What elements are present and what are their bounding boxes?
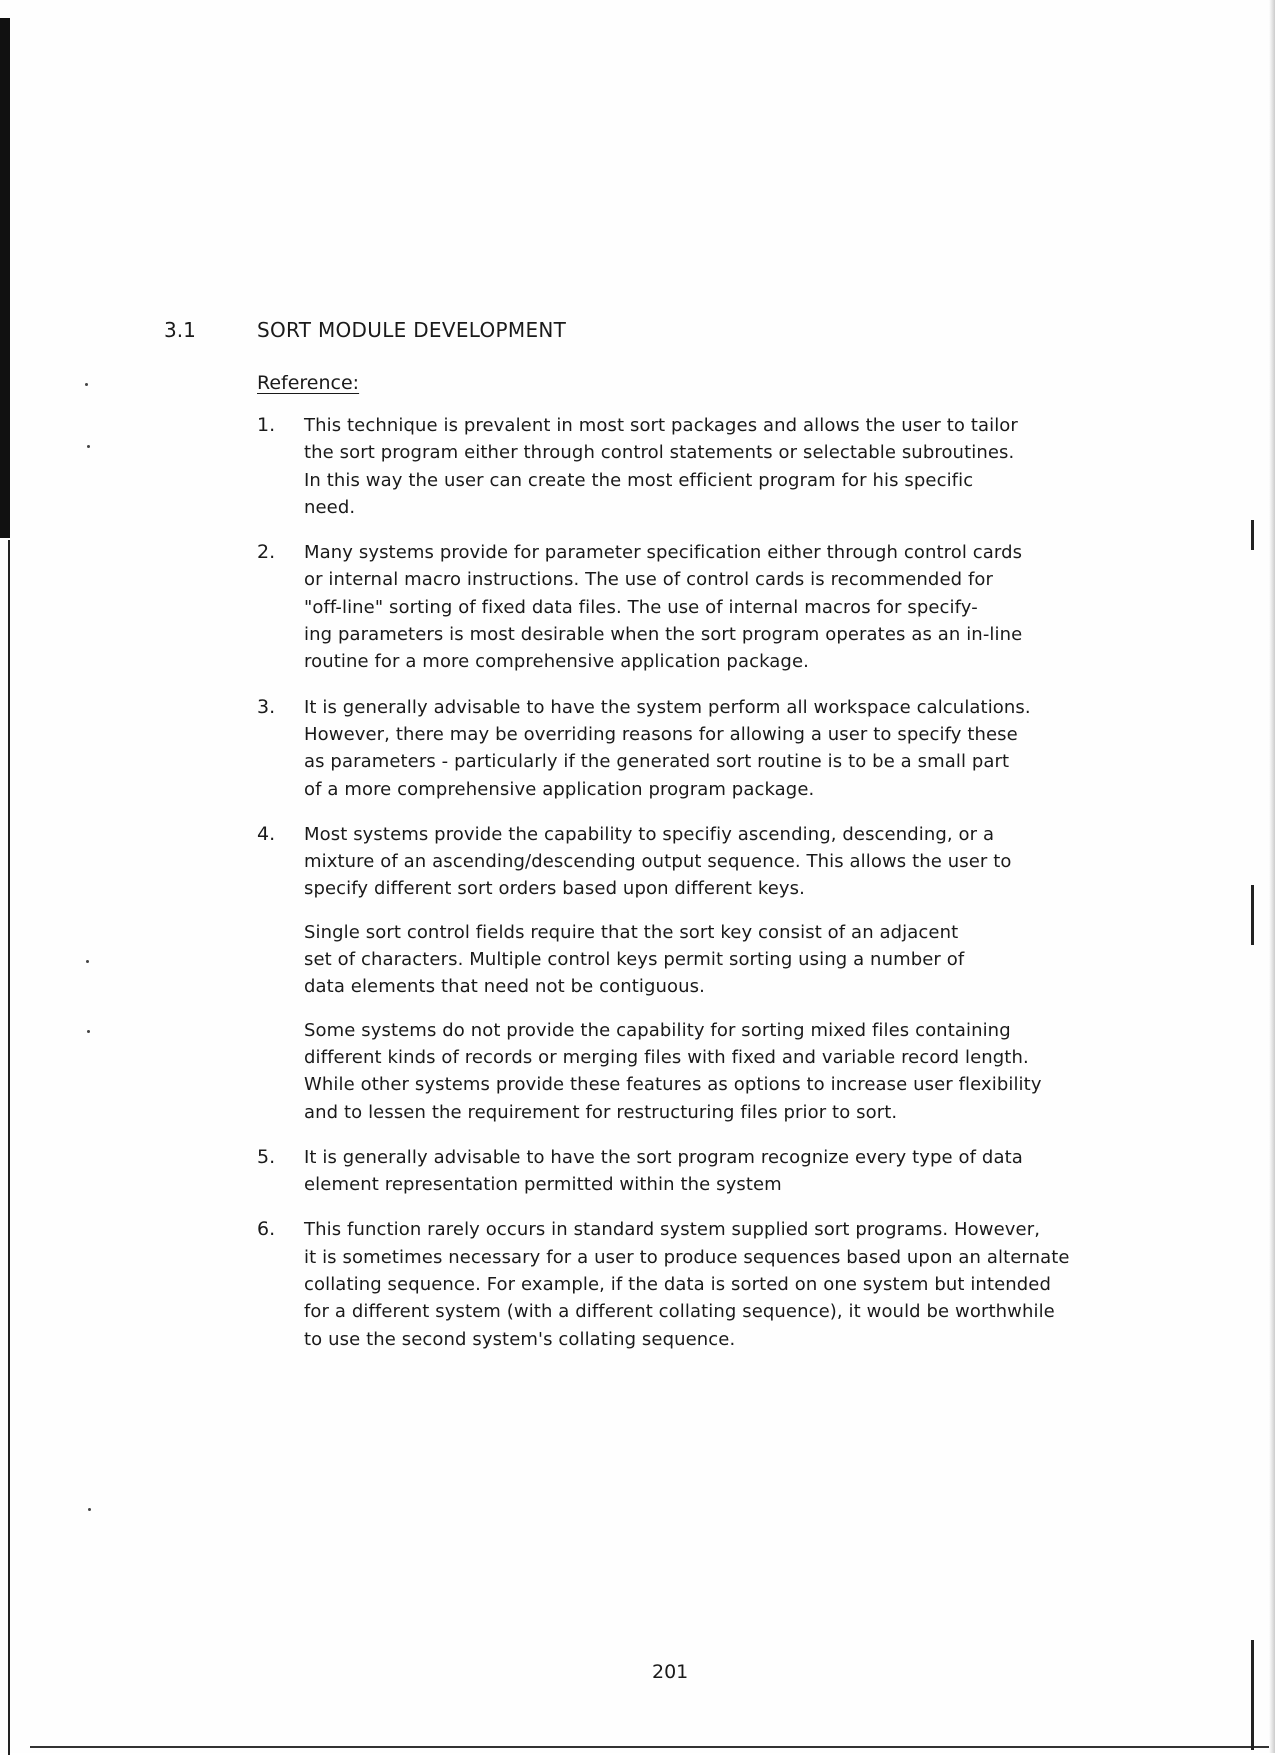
scan-speck [87, 1030, 90, 1033]
section-number: 3.1 [164, 318, 196, 342]
scan-mark [1251, 885, 1254, 945]
scan-speck [88, 1508, 91, 1511]
section-title: SORT MODULE DEVELOPMENT [257, 318, 567, 342]
scan-edge-left-thin [8, 540, 10, 1755]
scan-edge-left [0, 18, 10, 538]
list-item-text: It is generally advisable to have the sort program recognize every type of data element representation permitted within the system [304, 1146, 1023, 1196]
list-item [257, 412, 1137, 521]
list-item-paragraph: Some systems do not provide the capability for sorting mixed files containing different kinds of records or merging files with fixed and variable record length. While other systems provide these features as options to increase user flexibility and to lessen the requirement for restructuring files prior to sort. [304, 1019, 1042, 1123]
list-item-number: 5. [257, 1145, 276, 1168]
page-number: 201 [652, 1661, 689, 1683]
list-item-number: 2. [257, 541, 276, 564]
list-item-number: 3. [257, 695, 276, 718]
scan-edge-right [1269, 0, 1275, 1753]
list-item-text: Many systems provide for parameter specification either through control cards or internal macro instructions. The use of control cards is recommended for "off-line" sorting of fixed data files. The use of internal macros for specify- ing parameters is most desirable when the sort program operates as an in-line routine for a more comprehensive application package. [304, 542, 1023, 673]
list-item-text: Most systems provide the capability to specifiy ascending, descending, or a mixture of an ascending/descending output sequence. This allows the user to specify different sort orders based upon different keys. [304, 823, 1012, 900]
list-item [257, 821, 1137, 1126]
list-item-text: This technique is prevalent in most sort packages and allows the user to tailor the sort program either through control statements or selectable subroutines. In this way the user can create the most efficient program for his specific need. [304, 415, 1018, 518]
reference-list [257, 412, 1137, 1371]
list-item-text: It is generally advisable to have the system perform all workspace calculations. However, there may be overriding reasons for allowing a user to specify these as parameters - particularly if the generated sort routine is to be a small part of a more comprehensive application program package. [304, 696, 1031, 800]
scan-speck [87, 445, 90, 448]
scan-speck [85, 383, 88, 386]
scan-mark [1251, 1640, 1254, 1750]
list-item-text: This function rarely occurs in standard system supplied sort programs. However, it is sometimes necessary for a user to produce sequences based upon an alternate collating sequence. For example, if the data is sorted on one system but intended for a different system (with a different collating sequence), it would be worthwhile to use the second system's collating sequence. [304, 1219, 1070, 1350]
list-item [257, 1216, 1137, 1352]
list-item-paragraph: Single sort control fields require that the sort key consist of an adjacent set of characters. Multiple control keys permit sorting using a number of data elements that need not be contiguous. [304, 921, 965, 998]
list-item [257, 694, 1137, 803]
list-item [257, 539, 1137, 675]
list-item-number: 6. [257, 1218, 276, 1241]
list-item-number: 1. [257, 414, 276, 436]
scan-mark [1251, 520, 1254, 550]
scan-speck [86, 960, 89, 963]
scan-edge-bottom [30, 1746, 1275, 1748]
list-item [257, 1144, 1137, 1199]
reference-label: Reference: [257, 372, 360, 394]
list-item-number: 4. [257, 822, 276, 845]
